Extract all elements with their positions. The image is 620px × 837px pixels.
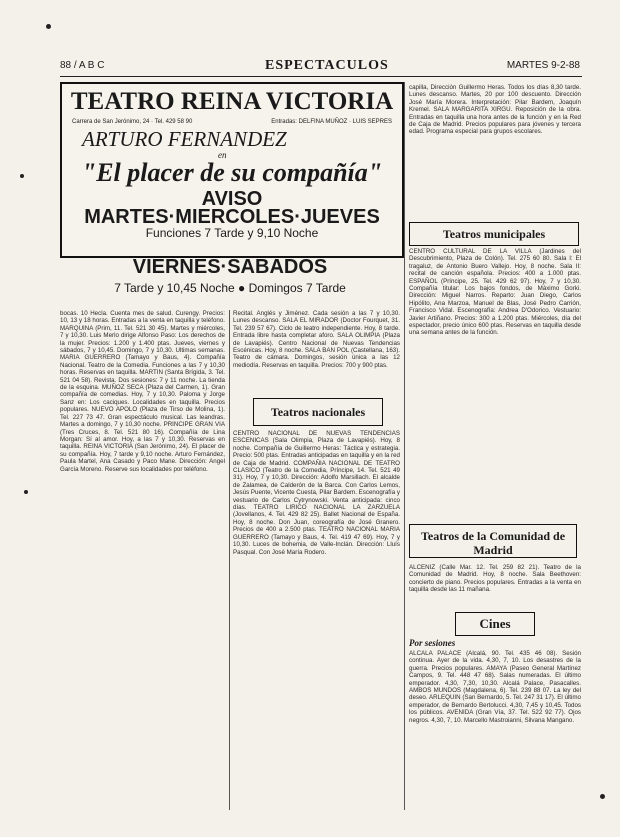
- ad-weekend-days: VIERNES·SABADOS: [132, 256, 328, 278]
- ad-weekend-times: 7 Tarde y 10,45 Noche ● Domingos 7 Tarde: [114, 281, 346, 295]
- listings-column-center-top: Recital. Anglés y Jiménez. Cada sesión a las 7 y 10,30. Lunes descanso. SALA EL MIRADOR (Doctor Fourquet, 31. Tel. 239 57 67). Ciclo de teatro independiente. Hoy, 8 tarde. Entrada libre hasta completar aforo. SALA OLIMPIA (Plaza de Lavapiés). Centro Nacional de Nuevas Tendencias Escénicas. Hoy, 8 noche. SALA BAN POL (Castellana, 163). Teatro de cámara. Domingos, sesión única a las 12 mediodía. Reservas en taquilla. Precios: 700 y 900 ptas.: [233, 310, 400, 369]
- listings-column-right-top: capilla, Dirección Guillermo Heras. Todos los días 8,30 tarde. Lunes descanso. Martes, 20 por 100 descuento. Dirección José María Morera. Interpretación: Pilar Bardem, Joaquín Kremel. SALA MARGARITA XIRGU. Reposición de la obra. Entradas en taquilla una hora antes de la función y en la Red de Caja de Madrid. Precios populares para jóvenes y tercera edad. Programa especial para grupos escolares.: [409, 84, 581, 136]
- box-teatros-comunidad: Teatros de la Comunidad de Madrid: [409, 524, 577, 558]
- print-mark-dot: [600, 794, 605, 799]
- header-rule: [60, 76, 582, 77]
- box-cines: Cines: [455, 612, 535, 636]
- listings-column-right-com: ALCENIZ (Calle Mar. 12. Tel. 259 82 21). Teatro de la Comunidad de Madrid. Hoy, 8 noche. Sala Beethoven: concierto de piano. Precios populares. Entradas a la venta en taquilla desde las 11 mañana.: [409, 564, 581, 594]
- ad-play-title: "El placer de su compañía": [81, 158, 383, 187]
- issue-date: MARTES 9-2-88: [506, 60, 580, 71]
- theatre-advertisement-weekend: [60, 256, 400, 306]
- column-divider: [229, 310, 230, 810]
- ad-theatre-name: TEATRO REINA VICTORIA: [70, 88, 394, 115]
- por-sesiones-heading: Por sesiones: [409, 638, 456, 648]
- ad-author: ARTURO FERNANDEZ: [82, 127, 287, 151]
- column-divider-right: [404, 82, 405, 810]
- print-mark-dot: [20, 174, 24, 178]
- ad-box-office: Entradas: DELFINA MUÑOZ · LUIS SEPRES: [271, 119, 392, 125]
- listings-column-right-cines: ALCALA PALACE (Alcalá, 90. Tel. 435 46 08). Sesión continua. Ayer de la vida. 4,30, 7, 10. Los desastres de la guerra. Precios populares. AMAYA (Paseo General Martínez Campos, 9. Tel. 448 47 68). Salas numeradas. El último emperador. 4,30, 7,30, 10,30. Alcalá Palace, Pasacalles. AMBOS MUNDOS (Magdalena, 6). Tel. 239 88 07. La ley del deseo. ARLEQUIN (San Bernardo, 5. Tel. 247 31 17). El último emperador, de Bernardo Bertolucci. 4,30, 7,45 y 10,45. Todos los públicos. AVENIDA (Gran Vía, 37. Tel. 522 92 77). Ojos negros. 4,30, 7, 10. Marcello Mastroianni, Silvana Mangano.: [409, 650, 581, 724]
- ad-en: en: [218, 150, 227, 160]
- box-teatros-municipales: Teatros municipales: [409, 222, 579, 246]
- theatre-advertisement: [60, 82, 404, 258]
- print-mark-dot: [24, 490, 28, 494]
- listings-column-center: CENTRO NACIONAL DE NUEVAS TENDENCIAS ESCENICAS (Sala Olimpia, Plaza de Lavapiés). Hoy, 8 noche. Compañía de Guillermo Heras: Táctica y estrategia. Precio: 500 ptas. Entradas anticipadas en taquilla y en la red de Caja de Madrid. COMPAÑIA NACIONAL DE TEATRO CLASICO (Teatro de la Comedia, Príncipe, 14. Tel. 521 49 31). Hoy, 7 y 10,30. Dirección: Adolfo Marsillach. El alcalde de Zalamea, de Calderón de la Barca. Con Carlos Lemos, Jesús Puente, Vicente Cuesta, Pilar Bardem. Escenografía y vestuario de Carlos Cytrynowski. Venta anticipada: cinco días. TEATRO LIRICO NACIONAL LA ZARZUELA (Jovellanos, 4. Tel. 429 82 25). Ballet Nacional de España. Hoy, 8 noche. Don Juan, coreografía de José Granero. Precios de 400 a 2.500 ptas. TEATRO NACIONAL MARIA GUERRERO (Tamayo y Baus, 4. Tel. 419 47 69). Hoy, 7 y 10,30. Luces de bohemia, de Valle-Inclán. Dirección: Lluís Pasqual. Con José María Rodero.: [233, 430, 400, 556]
- page-header: [60, 58, 580, 74]
- listings-column-left: bocas. 10 Hecla. Cuenta mes de salud. Curengy. Precios: 10, 13 y 18 horas. Entradas a la venta en taquilla y teléfono. MARQUINA (Prim, 11. Tel. 521 30 45). Martes y miércoles, 7 y 10,30. Luis Merlo dirige Alfonso Paso: Los derechos de la mujer. Precios: 1.200 y 1.400 ptas. Jueves, viernes y sábados, 7 y 10,45. Domingo, 7 y 10,30. Ultimas semanas. MARIA GUERRERO (Tamayo y Baus, 4). Compañía Nacional. Teatro de la Comedia. Funciones a las 7 y 10,30 horas. Reservas en taquilla. MARTIN (Santa Brígida, 3. Tel. 521 04 58). Revista. Dos sesiones: 7 y 11 noche. La tienda de la esquina. MUÑOZ SECA (Plaza del Carmen, 1). Gran compañía de comedias. Hoy, 7 y 10,30. Paloma y Jorge Sanz en: Los caciques. Localidades en taquilla. Precios populares. NUEVO APOLO (Plaza de Tirso de Molina, 1). Tel. 227 73 47. Gran espectáculo musical. Las leandras. Martes a domingo, 7 y 10,30 noche. PRINCIPE GRAN VIA (Tres Cruces, 8. Tel. 521 80 16). Compañía de Lina Morgan: Sí al amor. Hoy, a las 7 y 10,30. Reservas en taquilla. REINA VICTORIA (San Jerónimo, 24). El placer de su compañía. Hoy, 7 tarde y 9,10 noche. Arturo Fernández, Paula Martel, Ana Casado y Paco Mane. Dirección: Angel García Moreno. Reserve sus localidades por teléfono.: [60, 310, 225, 473]
- page-number: 88 / A B C: [60, 60, 105, 71]
- print-mark-dot: [46, 24, 51, 29]
- section-title: ESPECTACULOS: [265, 58, 389, 73]
- box-teatros-nacionales: Teatros nacionales: [253, 398, 383, 426]
- ad-aviso: AVISO: [201, 188, 263, 210]
- ad-weekdays: MARTES·MIERCOLES·JUEVES: [84, 206, 380, 228]
- listings-column-right-mun: CENTRO CULTURAL DE LA VILLA (Jardines del Descubrimiento, Plaza de Colón). Tel. 275 60 80. Sala I: El tragaluz, de Antonio Buero Vallejo. Hoy, 8 noche. Sala II: recital de canción española. Precios: 400 a 1.000 ptas. ESPAÑOL (Príncipe, 25. Tel. 429 62 97). Hoy, 7 y 10,30. Compañía titular: Los bajos fondos, de Máximo Gorki. Dirección: Miguel Narros. Reparto: Juan Diego, Carlos Hipólito, Ana Marzoa, Manuel de Blas, José Pedro Carrión, Francisco Vidal. Escenografía: Andrea D'Odorico. Vestuario: Javier Artiñano. Precios: 300 a 1.200 ptas. Miércoles, día del espectador, precio único 600 ptas. Reservas en taquilla desde una semana antes de la función.: [409, 248, 581, 337]
- ad-address: Carrera de San Jerónimo, 24 · Tel. 429 58 90: [72, 119, 193, 125]
- ad-weekday-times: Funciones 7 Tarde y 9,10 Noche: [145, 226, 319, 240]
